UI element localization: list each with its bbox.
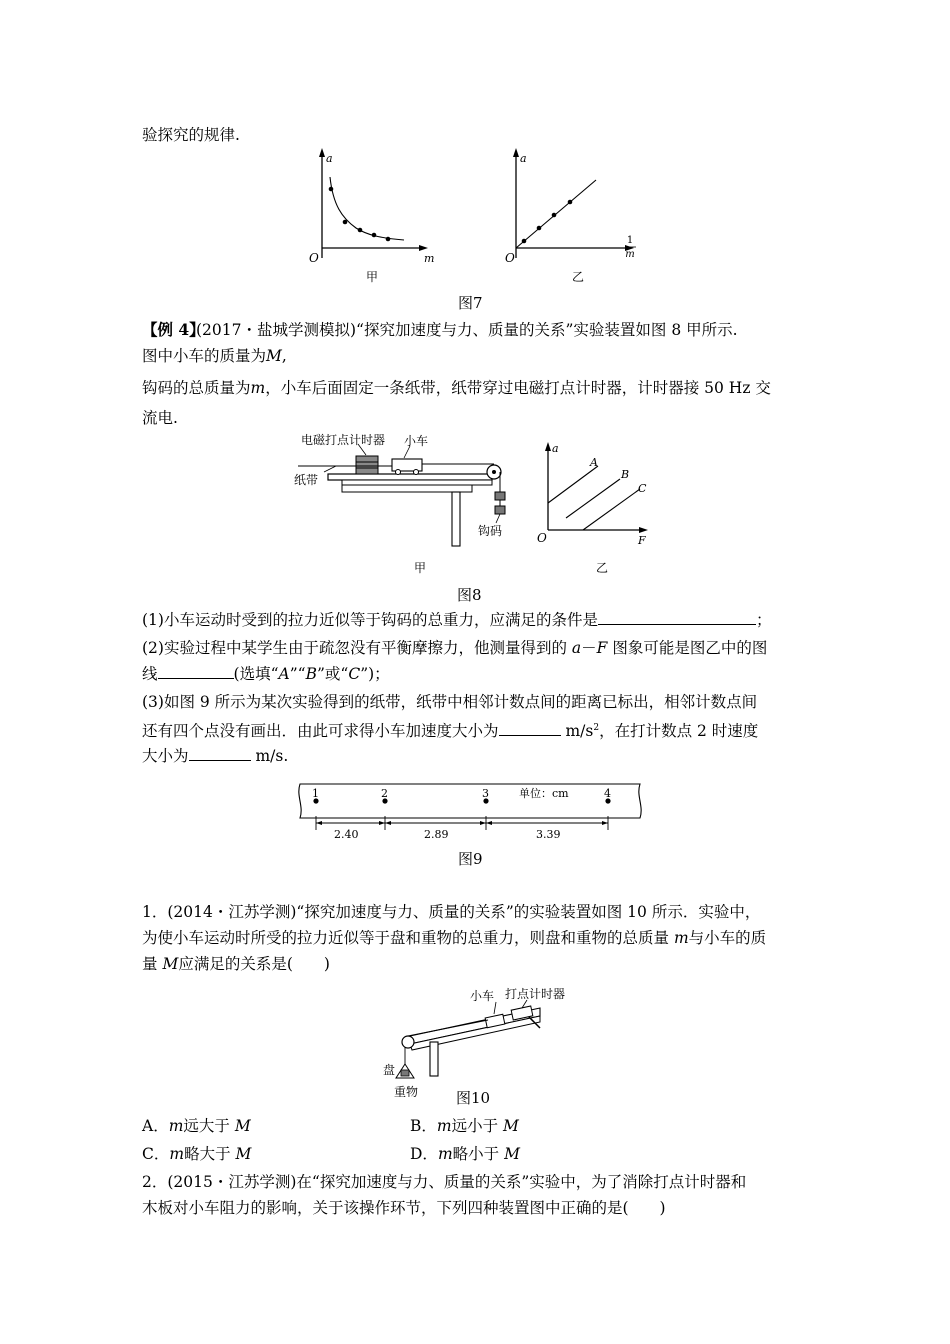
problem-1-line2: 为使小车运动时所受的拉力近似等于盘和重物的总重力，则盘和重物的总质量 m与小车的质 [142,929,767,947]
question-3-line3: 大小为 m/s. [142,747,289,765]
fig8-timer-label: 电磁打点计时器 [301,433,386,447]
option-c[interactable]: C．m略大于 M [142,1145,252,1163]
fig8-tape-label: 纸带 [294,473,319,487]
fig9-label-1: 1 [312,787,319,800]
fig10-cart-label: 小车 [470,989,495,1003]
fig9-distance-3: 3.39 [536,828,561,841]
fig9-label-2: 2 [381,787,388,800]
fig9-distance-1: 2.40 [334,828,359,841]
fig8-ylabel: a [552,442,559,455]
fig8-caption: 图8 [457,586,482,604]
fig7-caption: 图7 [458,294,483,312]
fig8-weights-label: 钩码 [478,524,503,538]
fig8-yi-name: 乙 [596,561,609,575]
question-3-line2: 还有四个点没有画出．由此可求得小车加速度大小为 $m/s^2$，在打计数点 2 时速度 [142,722,759,741]
fig7-jia-origin: O [309,251,319,265]
example-4-line2: 图中小车的质量为M, [142,347,287,365]
fig7-jia-name: 甲 [366,270,379,284]
fig9-distance-2: 2.89 [424,828,449,841]
problem-2-line1: 2．(2015・江苏学测)在“探究加速度与力、质量的关系”实验中，为了消除打点计时器和 [142,1173,747,1191]
fig7-jia-xlabel: m [424,252,435,265]
fig7-jia-ylabel: a [326,152,333,165]
problem-1-line3: 量 M应满足的关系是( ) [142,955,330,973]
intro-text: 验探究的规律. [142,126,240,144]
fig8-label-c: C [638,482,647,495]
fig8-jia-name: 甲 [414,561,427,575]
fig7-yi-xden: m [625,249,635,260]
fig10-timer-label: 打点计时器 [505,987,566,1001]
option-b[interactable]: B．m远小于 M [410,1117,519,1135]
example-4-line1: (2017・盐城学测模拟)“探究加速度与力、质量的关系”实验装置如图 8 甲所示. [196,321,738,339]
option-d[interactable]: D．m略小于 M [410,1145,520,1163]
fig9-caption: 图9 [458,850,483,868]
fig10-caption: 图10 [456,1089,491,1107]
fig9-label-3: 3 [482,787,489,800]
fig8-origin: O [537,531,547,545]
question-3-line1: (3)如图 9 所示为某次实验得到的纸带，纸带中相邻计数点间的距离已标出，相邻计数点间 [142,693,758,711]
fig7-yi-xnum: 1 [626,235,634,246]
fig8-cart-label: 小车 [404,434,429,448]
fig7-yi-ylabel: a [520,152,527,165]
example-4-tag: 【例 4】 [142,320,205,339]
fig8-label-b: B [621,468,630,481]
problem-1-line1: 1．(2014・江苏学测)“探究加速度与力、质量的关系”的实验装置如图 10 所示．实验中， [142,903,761,921]
fig7-yi-origin: O [505,251,515,265]
fig8-label-a: A [590,456,598,469]
fig7-yi-name: 乙 [572,270,585,284]
question-1: (1)小车运动时受到的拉力近似等于钩码的总重力，应满足的条件是 ； [142,611,772,629]
fig10-weight-label: 重物 [394,1085,419,1099]
problem-2-line2: 木板对小车阻力的影响，关于该操作环节，下列四种装置图中正确的是( ) [142,1199,666,1217]
fig9-label-4: 4 [604,787,611,800]
option-a[interactable]: A．m远大于 M [142,1117,251,1135]
question-2-line1: (2)实验过程中某学生由于疏忽没有平衡摩擦力，他测量得到的 a－F 图象可能是图乙中的图 [142,639,768,657]
example-4-line3: 钩码的总质量为m，小车后面固定一条纸带，纸带穿过电磁打点计时器，计时器接 50 Hz 交 [142,379,771,397]
fig8-xlabel: F [638,534,646,547]
fig9-unit: 单位：cm [519,787,569,800]
question-2-line2: 线 (选填“A”“B”或“C”)； [142,665,390,683]
example-4-line4: 流电. [142,409,178,427]
fig10-pan-label: 盘 [383,1063,396,1077]
